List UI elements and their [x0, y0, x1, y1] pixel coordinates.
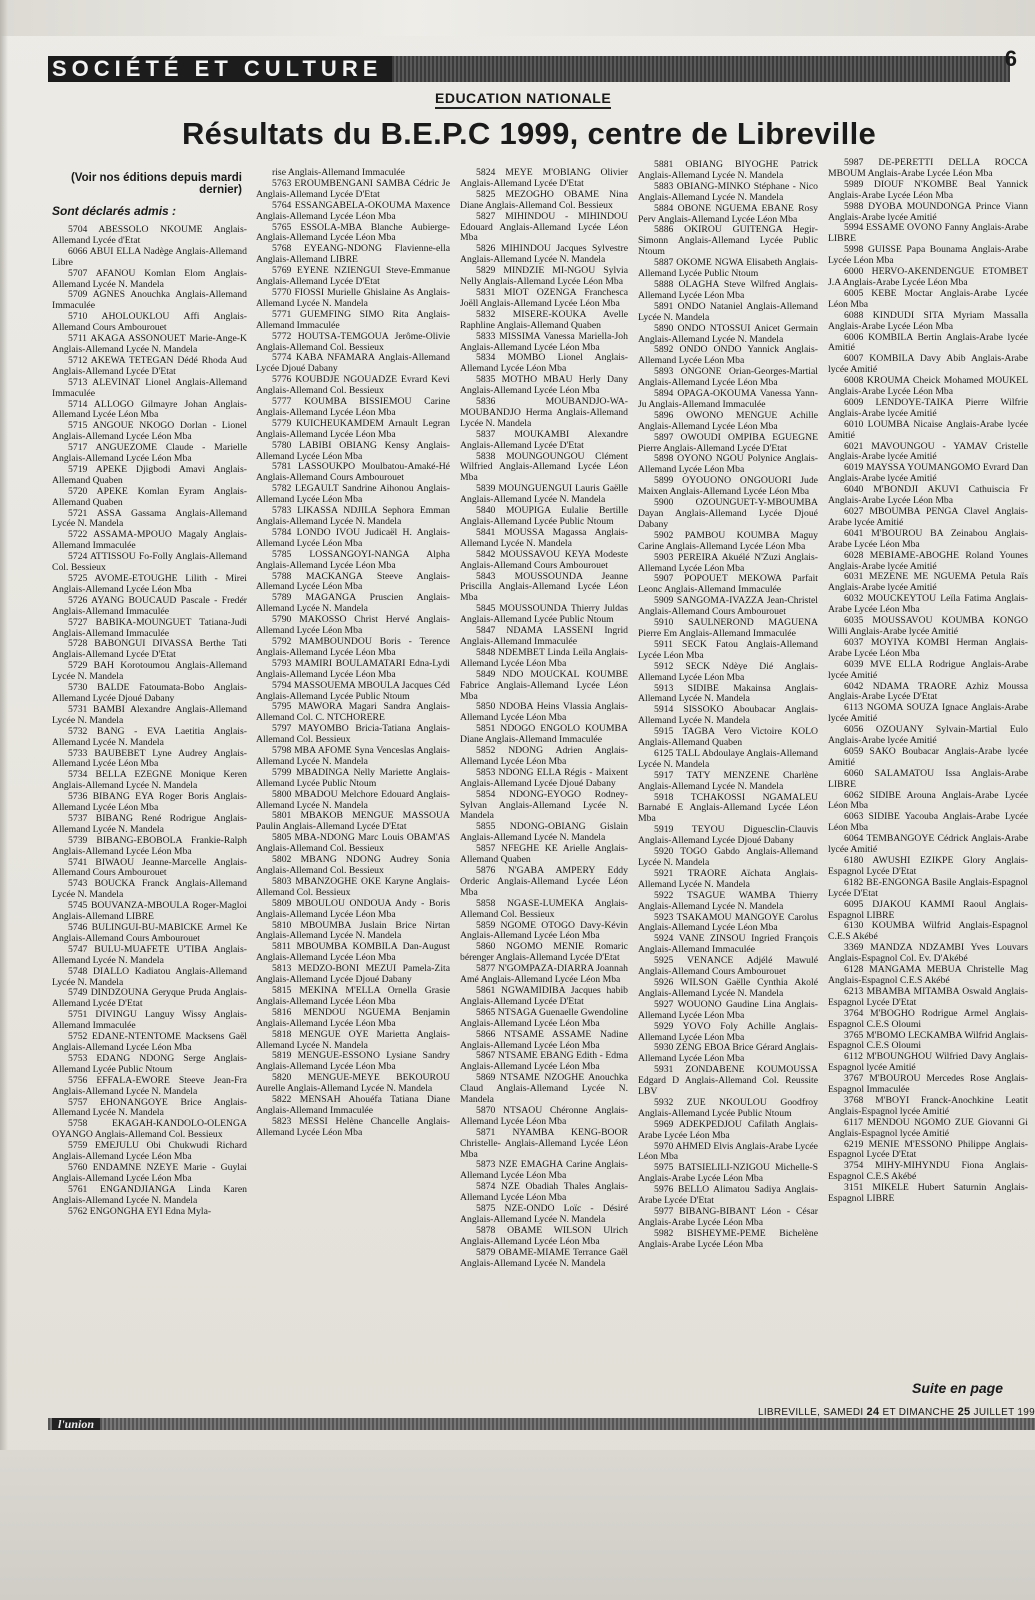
result-entry: 6059 SAKO Boubacar Anglais-Arabe lycée Amitié — [828, 745, 1028, 768]
date-day-1: 24 — [866, 1406, 880, 1418]
result-entry: 5810 MBOUMBA Juslain Brice Nirtan Anglais-Allemand Lycée N. Mandela — [256, 919, 450, 942]
result-entry: 5784 LONDO IVOU Judicaël H. Anglais-Allemand Lycée Léon Mba — [256, 526, 450, 549]
result-entry: 6064 TEMBANGOYE Cédrick Anglais-Arabe lycée Amitié — [828, 833, 1028, 856]
result-entry: 3754 MIHY-MIHYNDU Fiona Anglais-Espagnol C.E.S Akébé — [828, 1160, 1028, 1183]
result-entry: 5839 MOUNGUENGUI Lauris Gaëlle Anglais-Allemand Lycée N. Mandela — [460, 483, 628, 506]
result-entry: 5918 TCHAKOSSI NGAMALEU Barnabé E Anglais-Allemand Lycée Léon Mba — [638, 791, 818, 825]
result-entry: 5836 MOUBANDJO-WA-MOUBANDJO Herma Anglais-Allemand Lycée N. Mandela — [460, 396, 628, 429]
result-entry: 5877 N'GOMPAZA-DIARRA Joannah Amé Anglais-Allemand Lycée Léon Mba — [460, 963, 628, 986]
admitted-label: Sont déclarés admis : — [52, 204, 177, 218]
result-entry: 5819 MENGUE-ESSONO Lysiane Sandry Anglais-Allemand Lycée Léon Mba — [256, 1050, 450, 1073]
result-entry: 5835 MOTHO MBAU Herly Dany Anglais-Allemand Lycée Léon Mba — [460, 374, 628, 397]
result-entry: 5987 DE-PERETTI DELLA ROCCA MBOUM Anglais-Arabe Lycée Léon Mba — [828, 158, 1028, 179]
result-entry: 5789 MAGANGA Pruscien Anglais-Allemand Lycée N. Mandela — [256, 592, 450, 615]
result-entry: 6219 MENIE M'ESSONO Philippe Anglais-Espagnol Lycée D'Etat — [828, 1138, 1028, 1161]
result-entry: 6027 MBOUMBA PENGA Clavel Anglais-Arabe lycée Amitié — [828, 506, 1028, 528]
result-entry: 5733 BAUBEBET Lyne Audrey Anglais-Allemand Lycée Léon Mba — [52, 747, 247, 770]
result-entry: 5899 OYOUONO ONGOUORI Jude Maixen Anglais-Allemand Lycée Léon Mba — [638, 475, 818, 498]
results-column-3 — [460, 168, 628, 1418]
result-entry: 5763 EROUMBENGANI SAMBA Cédric Je Anglais-Allemand Lycée D'Etat — [256, 177, 450, 200]
result-entry: 5739 BIBANG-EBOBOLA Frankie-Ralph Anglais-Allemand Lycée Léon Mba — [52, 834, 247, 857]
result-entry: 5825 MEZOGHO OBAME Nina Diane Anglais-Allemand Col. Bessieux — [460, 188, 628, 211]
result-entry: 5869 NTSAME NZOGHE Anouchka Claud Anglais-Allemand Lycée N. Mandela — [460, 1072, 628, 1106]
result-entry: 6037 MOYIYA KOMBI Herman Anglais-Arabe Lycée Léon Mba — [828, 636, 1028, 659]
result-entry: 5745 BOUVANZA-MBOULA Roger-Magloi Anglais-Allemand LIBRE — [52, 900, 247, 923]
page-number: 6 — [1004, 46, 1017, 71]
result-entry: 5728 BABONGUI DIVASSA Berthe Tati Anglais-Allemand Lycée D'Etat — [52, 638, 247, 661]
result-entry: 5724 ATTISSOU Fo-Folly Anglais-Allemand Col. Bessieux — [52, 551, 247, 574]
result-entry: 5822 MENSAH Ahouéfa Tatiana Diane Anglais-Allemand Immaculée — [256, 1094, 450, 1116]
result-entry: 5976 BELLO Alimatou Sadiya Anglais-Arabe Lycée D'Etat — [638, 1184, 818, 1207]
result-entry: 5890 ONDO NTOSSUI Anicet Germain Anglais-Allemand Lycée N. Mandela — [638, 322, 818, 345]
result-entry: 3768 M'BOYI Franck-Anochkine Leatit Anglais-Espagnol lycée Amitié — [828, 1094, 1028, 1117]
result-entry: 5876 N'GABA AMPERY Eddy Orderic Anglais-Allemand Lycée Léon Mba — [460, 865, 628, 898]
result-entry: 5886 OKIROU GUITENGA Hegir-Simonn Anglais-Allemand Lycée Public Ntoum — [638, 224, 818, 258]
result-entry: 5875 NZE-ONDO Loïc - Désiré Anglais-Allemand Lycée N. Mandela — [460, 1203, 628, 1225]
result-entry: 5768 EYEANG-NDONG Flavienne-ella Anglais-Allemand LIBRE — [256, 243, 450, 266]
article-headline: Résultats du B.E.P.C 1999, centre de Libreville — [181, 116, 877, 151]
result-entry: 5866 NTSAME ASSAME Nadine Anglais-Allemand Lycée Léon Mba — [460, 1028, 628, 1051]
result-entry: 5834 MOMBO Lionel Anglais-Allemand Lycée Léon Mba — [460, 352, 628, 375]
result-entry: 5867 NTSAME EBANG Edith - Edma Anglais-Allemand Lycée Léon Mba — [460, 1050, 628, 1073]
result-entry: 5818 MENGUE OYE Marietta Anglais-Allemand Lycée N. Mandela — [256, 1028, 450, 1051]
result-entry: 5813 MEDZO-BONI MEZUI Pamela-Zita Anglais-Allemand Lycée Djoué Dabany — [256, 963, 450, 986]
result-entry: 5714 ALLOGO Gilmayre Johan Anglais-Allemand Lycée Léon Mba — [52, 398, 247, 421]
result-entry: 5809 MBOULOU ONDOUA Andy - Boris Anglais-Allemand Lycée Léon Mba — [256, 897, 450, 920]
result-entry: 5762 ENGONGHA EYI Edna Myla- — [68, 1205, 212, 1217]
result-entry: 5879 OBAME-MIAME Terrance Gaël Anglais-Allemand Lycée N. Mandela — [460, 1246, 628, 1269]
result-entry: 5888 OLAGHA Steve Wilfred Anglais-Allemand Lycée Léon Mba — [638, 278, 818, 301]
result-entry: 5896 OWONO MENGUE Achille Anglais-Allemand Lycée Léon Mba — [638, 409, 818, 432]
result-entry: 5759 EMEJULU Obi Chukwudi Richard Anglais-Allemand Lycée Léon Mba — [52, 1140, 247, 1163]
result-entry: 6010 LOUMBA Nicaise Anglais-Arabe lycée Amitié — [828, 418, 1028, 441]
result-entry: 5849 NDO MOUCKAL KOUMBE Fabrice Anglais-Allemand Lycée Léon Mba — [460, 668, 628, 702]
result-entry: 6088 KINDUDI SITA Myriam Massalla Anglais-Arabe Lycée Léon Mba — [828, 309, 1028, 332]
result-entry: 5873 NZE EMAGHA Carine Anglais-Allemand Lycée Léon Mba — [460, 1159, 628, 1182]
result-entry: 5924 VANE ZINSOU Ingried François Anglais-Allemand Immaculée — [638, 933, 818, 956]
result-entry: 5765 ESSOLA-MBA Blanche Aubierge- Anglais-Allemand Lycée Léon Mba — [256, 221, 450, 244]
result-entry: 5931 ZONDABENE KOUMOUSSA Edgard D Anglais-Allemand Col. Reussite LBV — [638, 1064, 818, 1098]
result-entry: 5858 NGASE-LUMEKA Anglais-Allemand Col. Bessieux — [460, 897, 628, 920]
date-connector: ET DIMANCHE — [882, 1407, 955, 1418]
result-entry: 5736 BIBANG EYA Roger Boris Anglais-Allemand Lycée Léon Mba — [52, 791, 247, 814]
result-entry: 6128 MANGAMA MEBUA Christelle Mag Anglais-Espagnol C.E.S Akébé — [828, 964, 1028, 986]
top-margin — [0, 0, 1035, 36]
result-entry: 5851 NDOGO ENGOLO KOUMBA Diane Anglais-Allemand Immaculée — [460, 723, 628, 746]
result-entry: 5917 TATY MENZENE Charlène Anglais-Allemand Lycée N. Mandela — [638, 769, 818, 792]
result-entry: 5921 TRAORE Aïchata Anglais-Allemand Lycée N. Mandela — [638, 867, 818, 890]
result-entry: 6060 SALAMATOU Issa Anglais-Arabe LIBRE — [828, 767, 1028, 790]
result-entry: 5764 ESSANGABELA-OKOUMA Maxence Anglais-Allemand Lycée Léon Mba — [256, 199, 450, 222]
result-entry: 5727 BABIKA-MOUNGUET Tatiana-Judi Anglais-Allemand Immaculée — [52, 616, 247, 639]
result-entry: 6117 MENDOU NGOMO ZUE Giovanni Gi Anglais-Espagnol lycée Amitié — [828, 1116, 1028, 1139]
result-entry: 5913 SIDIBE Makainsa Anglais-Allemand Lycée N. Mandela — [638, 682, 818, 705]
result-entry: 5870 NTSAOU Chéronne Anglais-Allemand Lycée Léon Mba — [460, 1104, 628, 1127]
footer-rule — [48, 1418, 1035, 1430]
result-entry: 5781 LASSOUKPO Moulbatou-Amaké-Hé Anglais-Allemand Cours Ambourouet — [256, 461, 450, 484]
result-entry: 5840 MOUPIGA Eulalie Bertille Anglais-Allemand Lycée Public Ntoum — [460, 505, 628, 527]
result-entry: 5859 NGOME OTOGO Davy-Kévin Anglais-Allemand Lycée Léon Mba — [460, 919, 628, 942]
result-entry: 5970 AHMED Elvis Anglais-Arabe Lycée Léon Mba — [638, 1140, 818, 1163]
result-entry: 5927 WOUONO Gaudine Lina Anglais-Allemand Lycée Léon Mba — [638, 998, 818, 1021]
result-entry: 5717 ANGUEZOME Claude - Marielle Anglais-Allemand Lycée Léon Mba — [52, 442, 247, 465]
result-entry: 5823 MESSI Helène Chancelle Anglais-Allemand Lycée Léon Mba — [256, 1115, 450, 1138]
result-entry: 5725 AVOME-ETOUGHE Lilith - Mirei Anglais-Allemand Lycée Léon Mba — [52, 573, 247, 595]
result-entry: 5780 LABIBI OBIANG Kensy Anglais-Allemand Lycée Léon Mba — [256, 439, 450, 462]
result-entry: 5734 BELLA EZEGNE Monique Keren Anglais-Allemand Lycée N. Mandela — [52, 769, 247, 792]
result-entry: 5914 SISSOKO Aboubacar Anglais-Allemand Lycée N. Mandela — [638, 704, 818, 727]
result-entry: 5925 VENANCE Adjélé Mawulé Anglais-Allemand Cours Ambourouet — [638, 955, 818, 978]
result-entry: 5805 MBA-NDONG Marc Louis OBAM'AS Anglais-Allemand Col. Bessieux — [256, 832, 450, 855]
result-entry: 5758 EKAGAH-KANDOLO-OLENGA OYANGO Anglais-Allemand Col. Bessieux — [52, 1118, 247, 1141]
result-entry: 5850 NDOBA Heins Vlassia Anglais-Allemand Lycée Léon Mba — [460, 701, 628, 724]
result-entry: 5833 MISSIMA Vanessa Mariella-Joh Anglais-Allemand Lycée Léon Mba — [460, 330, 628, 353]
result-entry: 5732 BANG - EVA Laetitia Anglais-Allemand Lycée N. Mandela — [52, 725, 247, 748]
intro-block — [52, 172, 242, 218]
newspaper-logo: l'union — [52, 1418, 100, 1430]
result-entry: 6008 KROUMA Cheick Mohamed MOUKEL Anglais-Arabe Lycée Léon Mba — [828, 375, 1028, 398]
result-entry: 3369 MANDZA NDZAMBI Yves Louvars Anglais-Espagnol Col. Ev. D'Akébé — [828, 942, 1028, 965]
result-entry: 5843 MOUSSOUNDA Jeanne Priscilla Anglais-Allemand Lycée Léon Mba — [460, 570, 628, 604]
result-entry: 5713 ALEVINAT Lionel Anglais-Allemand Immaculée — [52, 376, 247, 399]
result-entry: 5893 ONGONE Orian-Georges-Martial Anglais-Allemand Lycée Léon Mba — [638, 366, 818, 389]
result-entry: 5729 BAH Korotoumou Anglais-Allemand Lycée N. Mandela — [52, 660, 247, 683]
result-entry: 5709 AGNES Anouchka Anglais-Allemand Immaculée — [52, 289, 247, 312]
result-entry: 5988 DYOBA MOUNDONGA Prince Viann Anglais-Arabe lycée Amitié — [828, 200, 1028, 223]
result-entry: 5783 LIKASSA NDJILA Sephora Emman Anglais-Allemand Lycée N. Mandela — [256, 505, 450, 527]
results-column-2 — [256, 168, 450, 1418]
result-entry: 5826 MIHINDOU Jacques Sylvestre Anglais-Allemand Lycée N. Mandela — [460, 243, 628, 266]
result-entry: 5761 ENGANDJIANGA Linda Karen Anglais-Allemand Lycée N. Mandela — [52, 1183, 247, 1206]
result-entry: 5737 BIBANG René Rodrigue Anglais-Allemand Lycée N. Mandela — [52, 812, 247, 835]
results-column-5 — [828, 158, 1028, 1408]
result-entry: 5929 YOVO Foly Achille Anglais-Allemand Lycée Léon Mba — [638, 1020, 818, 1043]
result-entry: 6019 MAYSSA YOUMANGOMO Evrard Dan Anglais-Arabe lycée Amitié — [828, 462, 1028, 485]
result-entry: 6182 BE-ENGONGA Basile Anglais-Espagnol Lycée D'Etat — [828, 876, 1028, 899]
result-entry: 5770 FIOSSI Murielle Ghislaine As Anglais-Allemand Lycée N. Mandela — [256, 286, 450, 309]
result-entry: 6062 SIDIBE Arouna Anglais-Arabe Lycée Léon Mba — [828, 789, 1028, 812]
result-entry: 5794 MASSOUEMA MBOULA Jacques Céd Anglais-Allemand Lycée Public Ntoum — [256, 679, 450, 702]
result-entry: 6009 LENDOYE-TAIKA Pierre Wilfrie Anglais-Arabe lycée Amitié — [828, 396, 1028, 419]
result-entry: 6066 ABUI ELLA Nadège Anglais-Allemand Libre — [52, 245, 247, 268]
result-entry: 5855 NDONG-OBIANG Gislain Anglais-Allemand Lycée N. Mandela — [460, 821, 628, 844]
result-entry: 5887 OKOME NGWA Elisabeth Anglais-Allemand Lycée Public Ntoum — [638, 257, 818, 280]
result-entry: 5897 OWOUDI OMPIBA EGUEGNE Pierre Anglais-Allemand Lycée D'Etat — [638, 431, 818, 454]
result-entry: 5900 OZOUNGUET-Y-MBOUMBA Dayan Anglais-Allemand Lycée Djoué Dabany — [638, 497, 818, 530]
result-entry: 5811 MBOUMBA KOMBILA Dan-August Anglais-Allemand Lycée Léon Mba — [256, 941, 450, 964]
result-entry: 5847 NDAMA LASSENI Ingrid Anglais-Allemand Immaculée — [460, 625, 628, 647]
date-city: LIBREVILLE, SAMEDI — [757, 1407, 864, 1418]
result-entry: 5884 OBONE NGUEMA EBANE Rosy Perv Anglais-Allemand Lycée Léon Mba — [638, 202, 818, 225]
result-entry: 5721 ASSA Gassama Anglais-Allemand Lycée N. Mandela — [52, 507, 247, 530]
section-header-bar — [48, 56, 1010, 82]
result-entry: 5731 BAMBI Alexandre Anglais-Allemand Lycée N. Mandela — [52, 703, 247, 726]
result-entry: 6113 NGOMA SOUZA Ignace Anglais-Arabe lycée Amitié — [828, 702, 1028, 725]
result-entry: 3767 M'BOUROU Mercedes Rose Anglais-Espagnol Immaculée — [828, 1073, 1028, 1096]
result-entry: 5726 AYANG BOUCAUD Pascale - Fredér Anglais-Allemand Immaculée — [52, 594, 247, 617]
result-entry: 5892 ONDO ONDO Yannick Anglais-Allemand Lycée Léon Mba — [638, 344, 818, 367]
result-entry: 5777 KOUMBA BISSIEMOU Carine Anglais-Allemand Lycée Léon Mba — [256, 396, 450, 418]
result-entry: 5841 MOUSSA Magassa Anglais-Allemand Lycée N. Mandela — [460, 526, 628, 549]
result-entry: 5857 NFEGHE KE Arielle Anglais-Allemand Quaben — [460, 843, 628, 866]
result-entry: 5860 NGOMO MENIE Romaric bérenger Anglais-Allemand Lycée D'Etat — [460, 941, 628, 964]
result-entry: 5902 PAMBOU KOUMBA Maguy Carine Anglais-Allemand Lycée Léon Mba — [638, 529, 818, 552]
result-entry: 5752 EDANE-NTENTOME Macksens Gaël Anglais-Allemand Lycée Léon Mba — [52, 1031, 247, 1053]
result-entry: 5831 MIOT OZENGA Franchesca Joëll Anglais-Allemand Lycée Léon Mba — [460, 286, 628, 309]
result-entry: 5748 DIALLO Kadiatou Anglais-Allemand Lycée N. Mandela — [52, 965, 247, 988]
result-entry: 5932 ZUE NKOULOU Goodfroy Anglais-Allemand Lycée Public Ntoum — [638, 1096, 818, 1119]
result-entry: 5977 BIBANG-BIBANT Léon - César Anglais-Arabe Lycée Léon Mba — [638, 1206, 818, 1228]
result-entry: 5802 MBANG NDONG Audrey Sonia Anglais-Allemand Col. Bessieux — [256, 854, 450, 876]
result-entry: 6112 M'BOUNGHOU Wilfried Davy Anglais-Espagnol lycée Amitié — [828, 1051, 1028, 1074]
result-entry: 3765 M'BOMO LECKAMBA Wilfrid Anglais-Espagnol C.E.S Oloumi — [828, 1029, 1028, 1052]
result-entry: 5760 ENDAMNE NZEYE Marie - Guylai Anglais-Allemand Lycée Léon Mba — [52, 1161, 247, 1184]
result-entry: 5909 SANGOMA-IVAZZA Jean-Christel Anglais-Allemand Cours Ambourouet — [638, 595, 818, 618]
date-month-year: JUILLET 199 — [973, 1407, 1035, 1418]
result-entry: 5792 MAMBOUNDOU Boris - Terence Anglais-Allemand Lycée Léon Mba — [256, 635, 450, 658]
result-entry: 5910 SAULNEROND MAGUENA Pierre Em Anglais-Allemand Immaculée — [638, 617, 818, 639]
result-entry: 5969 ADEKPEDJOU Cafilath Anglais-Arabe Lycée Léon Mba — [638, 1118, 818, 1141]
result-entry: 5746 BULINGUI-BU-MABICKE Armel Ke Anglais-Allemand Cours Ambourouet — [52, 922, 247, 944]
result-entry: 6056 OZOUANY Sylvain-Martial Eulo Anglais-Arabe lycée Amitié — [828, 724, 1028, 747]
result-entry: 5912 SECK Ndèye Dié Anglais-Allemand Lycée Léon Mba — [638, 660, 818, 683]
result-entry: 5842 MOUSSAVOU KEYA Modeste Anglais-Allemand Cours Ambourouet — [460, 548, 628, 571]
result-entry: 6028 MEBIAME-ABOGHE Roland Younes Anglais-Arabe lycée Amitié — [828, 549, 1028, 572]
result-entry: 5915 TAGBA Vero Victoire KOLO Anglais-Allemand Quaben — [638, 726, 818, 749]
result-entry: 5753 EDANG NDONG Serge Anglais-Allemand Lycée Public Ntoum — [52, 1052, 247, 1075]
result-entry: 5845 MOUSSOUNDA Thierry Juldas Anglais-Allemand Lycée Public Ntoum — [460, 603, 628, 626]
result-entry: 5749 DINDZOUNA Geryque Pruda Anglais-Allemand Lycée D'Etat — [52, 987, 247, 1010]
result-entry: 5719 APEKE Djigbodi Amavi Anglais-Allemand Quaben — [52, 463, 247, 486]
result-entry: 5878 OBAME WILSON Ulrich Anglais-Allemand Lycée Léon Mba — [460, 1224, 628, 1247]
result-entry: 5795 MAWORA Magari Sandra Anglais-Allemand Col. C. NTCHORERE — [256, 701, 450, 724]
result-entry: 5788 MACKANGA Steeve Anglais-Allemand Lycée Léon Mba — [256, 570, 450, 593]
result-entry: 5771 GUEMFING SIMO Rita Anglais-Allemand Immaculée — [256, 308, 450, 331]
result-entry: 5891 ONDO Nataniel Anglais-Allemand Lycée N. Mandela — [638, 300, 818, 323]
result-entry: 5854 NDONG-EYOGO Rodney-Sylvan Anglais-Allemand Lycée N. Mandela — [460, 788, 628, 822]
result-entry: 5790 MAKOSSO Christ Hervé Anglais-Allemand Lycée Léon Mba — [256, 614, 450, 637]
result-entry: 5815 MEKINA M'ELLA Ornella Grasie Anglais-Allemand Lycée Léon Mba — [256, 984, 450, 1007]
result-entry: 5741 BIWAOU Jeanne-Marcelle Anglais-Allemand Cours Ambourouet — [52, 856, 247, 879]
result-entry: 5837 MOUKAMBI Alexandre Anglais-Allemand Lycée D'Etat — [460, 428, 628, 451]
result-entry: 5920 TOGO Gabdo Anglais-Allemand Lycée N. Mandela — [638, 846, 818, 868]
results-column-4 — [638, 160, 818, 1410]
result-entry: 6213 MBAMBA MITAMBA Oswald Anglais-Espagnol Lycée D'Etat — [828, 985, 1028, 1008]
section-title: SOCIÉTÉ ET CULTURE — [48, 56, 392, 82]
result-entry: 6125 TALL Abdoulaye Anglais-Allemand Lycée N. Mandela — [638, 747, 818, 770]
result-entry: 5747 BULU-MUAFETE U'TIBA Anglais-Allemand Lycée N. Mandela — [52, 943, 247, 966]
result-entry: 6130 KOUMBA Wilfrid Anglais-Espagnol C.E.S Akébé — [828, 920, 1028, 943]
continued-on-page: Suite en page — [912, 1380, 1004, 1396]
result-entry: 6000 HERVO-AKENDENGUE ETOMBET J.A Anglais-Arabe Lycée Léon Mba — [828, 266, 1028, 288]
result-entry: 6021 MAVOUNGOU - YAMAV Cristelle Anglais-Arabe lycée Amitié — [828, 440, 1028, 463]
result-entry: 5881 OBIANG BIYOGHE Patrick Anglais-Allemand Lycée N. Mandela — [638, 160, 818, 181]
result-entry: 6007 KOMBILA Davy Abib Anglais-Arabe lycée Amitié — [828, 353, 1028, 376]
result-entry: 5874 NZE Obadiah Thales Anglais-Allemand Lycée Léon Mba — [460, 1181, 628, 1204]
result-entry: 5711 AKAGA ASSONOUET Marie-Ange-K Anglais-Allemand Lycée N. Mandela — [52, 333, 247, 355]
result-entry: 6039 MVE ELLA Rodrigue Anglais-Arabe lycée Amitié — [828, 658, 1028, 681]
result-entry: 6063 SIDIBE Yacouba Anglais-Arabe Lycée Léon Mba — [828, 811, 1028, 834]
page-edge-shadow — [0, 0, 8, 1600]
result-entry: 5712 AKEWA TETEGAN Dédé Rhoda Aud Anglais-Allemand Lycée D'Etat — [52, 354, 247, 377]
rubric-title: EDUCATION NATIONALE — [435, 90, 611, 109]
result-entry: 5800 MBADOU Melchore Edouard Anglais-Allemand Lycée N. Mandela — [256, 788, 450, 811]
result-entry: 5827 MIHINDOU - MIHINDOU Edouard Anglais-Allemand Lycée Léon Mba — [460, 210, 628, 244]
result-entry: 6005 KEBE Moctar Anglais-Arabe Lycée Léon Mba — [828, 287, 1028, 310]
result-entry: 5865 NTSAGA Guenaelle Gwendoline Anglais-Allemand Lycée Léon Mba — [460, 1006, 628, 1029]
result-entry: 5982 BISHEYME-PEME Bichelène Anglais-Arabe Lycée Léon Mba — [638, 1227, 818, 1250]
result-entry: 5816 MENDOU NGUEMA Benjamin Anglais-Allemand Lycée Léon Mba — [256, 1006, 450, 1029]
result-entry: 5757 EHONANGOYE Brice Anglais-Allemand Lycée N. Mandela — [52, 1096, 247, 1119]
result-entry: 5801 MBAKOB MENGUE MASSOUA Paulin Anglais-Allemand Lycée D'Etat — [256, 810, 450, 833]
result-entry: 6035 MOUSSAVOU KOUMBA KONGO Willi Anglais-Arabe lycée Amitié — [828, 615, 1028, 637]
result-entry: 5907 POPOUET MEKOWA Parfait Leonc Anglais-Allemand Immaculée — [638, 573, 818, 596]
result-entry: 5797 MAYOMBO Bricia-Tatiana Anglais-Allemand Col. Bessieux — [256, 723, 450, 746]
result-entry: 3151 MIKELE Hubert Saturnin Anglais-Espagnol LIBRE — [828, 1182, 1028, 1205]
result-entry: 5930 ZENG EBOA Brice Gérard Anglais-Allemand Lycée Léon Mba — [638, 1042, 818, 1065]
result-entry: 6040 M'BONDJI AKUVI Cathuiscia Fr Anglais-Arabe Lycée Léon Mba — [828, 484, 1028, 507]
result-entry: 5923 TSAKAMOU MANGOYE Carolus Anglais-Allemand Lycée Léon Mba — [638, 911, 818, 934]
result-entry: 6095 DJAKOU KAMMI Raoul Anglais-Espagnol LIBRE — [828, 898, 1028, 921]
result-entry: 5911 SECK Fatou Anglais-Allemand Lycée Léon Mba — [638, 638, 818, 661]
results-column-1 — [52, 225, 247, 1415]
result-entry: rise Anglais-Allemand Immaculée — [272, 168, 405, 178]
result-entry: 5779 KUICHEUKAMDEM Arnault Legran Anglais-Allemand Lycée Léon Mba — [256, 417, 450, 440]
result-entry: 5715 ANGOUE NKOGO Dorlan - Lionel Anglais-Allemand Lycée Léon Mba — [52, 420, 247, 443]
issue-date — [758, 1406, 1035, 1418]
result-entry: 5756 EFFALA-EWORE Steeve Jean-Fra Anglais-Allemand Lycée N. Mandela — [52, 1074, 247, 1097]
result-entry: 5975 BATSIELILI-NZIGOU Michelle-S Anglais-Arabe Lycée Léon Mba — [638, 1162, 818, 1185]
result-entry: 6041 M'BOUROU BA Zeinabou Anglais-Arabe Lycée Léon Mba — [828, 527, 1028, 550]
result-entry: 5772 HOUTSA-TEMGOUA Jerôme-Olivie Anglais-Allemand Col. Bessieux — [256, 330, 450, 353]
result-entry: 5782 LEGAULT Sandrine Aihonou Anglais-Allemand Lycée Léon Mba — [256, 483, 450, 506]
result-entry: 5894 OPAGA-OKOUMA Vanessa Yann-Ju Anglais-Allemand Immaculée — [638, 388, 818, 410]
result-entry: 5820 MENGUE-MEYE BEKOUROU Aurelle Anglais-Allemand Lycée N. Mandela — [256, 1072, 450, 1095]
result-entry: 5998 GUISSE Papa Bounama Anglais-Arabe Lycée Léon Mba — [828, 244, 1028, 267]
result-entry: 5704 ABESSOLO NKOUME Anglais-Allemand Lycée d'Etat — [52, 225, 247, 246]
result-entry: 5751 DIVINGU Languy Wissy Anglais-Allemand Immaculée — [52, 1009, 247, 1032]
result-entry: 5730 BALDE Fatoumata-Bobo Anglais-Allemand Lycée Djoué Dabany — [52, 682, 247, 704]
result-entry: 5776 KOUBDJE NGOUADZE Evrard Kevi Anglais-Allemand Col. Bessieux — [256, 374, 450, 397]
result-entry: 5853 NDONG ELLA Régis - Maixent Anglais-Allemand Lycée Djoué Dabany — [460, 766, 628, 789]
result-entry: 6042 NDAMA TRAORE Azhiz Moussa Anglais-Arabe Lycée D'Etat — [828, 680, 1028, 703]
result-entry: 5832 MISERE-KOUKA Avelle Raphline Anglais-Allemand Quaben — [460, 308, 628, 331]
result-entry: 5824 MEYE M'OBIANG Olivier Anglais-Allemand Lycée D'Etat — [460, 168, 628, 189]
date-day-2: 25 — [957, 1406, 971, 1418]
result-entry: 5799 MBADINGA Nelly Mariette Anglais-Allemand Lycée Public Ntoum — [256, 766, 450, 789]
result-entry: 5710 AHOLOUKLOU Affi Anglais-Allemand Cours Ambourouet — [52, 311, 247, 334]
result-entry: 5769 EYENE NZIENGUI Steve-Emmanue Anglais-Allemand Lycée D'Etat — [256, 265, 450, 288]
result-entry: 5861 NGWAMIDIBA Jacques habib Anglais-Allemand Lycée D'Etat — [460, 984, 628, 1007]
result-entry: 5793 MAMIRI BOULAMATARI Edna-Lydi Anglais-Allemand Lycée Léon Mba — [256, 657, 450, 680]
result-entry: 5798 MBA AFOME Syna Venceslas Anglais-Allemand Lycée N. Mandela — [256, 745, 450, 767]
result-entry: 5898 OYONO NGOU Polynice Anglais-Allemand Lycée Léon Mba — [638, 453, 818, 476]
result-entry: 5883 OBIANG-MINKO Stéphane - Nico Anglais-Allemand Lycée N. Mandela — [638, 180, 818, 203]
result-entry: 5994 ESSAME OVONO Fanny Anglais-Arabe LIBRE — [828, 222, 1028, 245]
result-entry: 5848 NDEMBET Linda Leïla Anglais-Allemand Lycée Léon Mba — [460, 646, 628, 669]
intro-note: (Voir nos éditions depuis mardi dernier) — [70, 172, 242, 196]
result-entry: 5871 NYAMBA KENG-BOOR Christelle- Anglais-Allemand Lycée Léon Mba — [460, 1126, 628, 1160]
result-entry: 5743 BOUCKA Franck Anglais-Allemand Lycée N. Mandela — [52, 878, 247, 901]
result-entry: 6180 AWUSHI EZIKPE Glory Anglais-Espagnol Lycée D'Etat — [828, 855, 1028, 877]
result-entry: 5707 AFANOU Komlan Elom Anglais-Allemand Lycée N. Mandela — [52, 267, 247, 290]
result-entry: 5922 TSAGUE WAMBA Thierry Anglais-Allemand Lycée N. Mandela — [638, 889, 818, 912]
result-entry: 5803 MBANZOGHE OKE Karyne Anglais-Allemand Col. Bessieux — [256, 875, 450, 898]
result-entry: 5926 WILSON Gaëlle Cynthia Akolé Anglais-Allemand Lycée N. Mandela — [638, 976, 818, 999]
result-entry: 6006 KOMBILA Bertin Anglais-Arabe lycée Amitié — [828, 331, 1028, 354]
result-entry: 5774 KABA NFAMARA Anglais-Allemand Lycée Djoué Dabany — [256, 352, 450, 375]
bottom-margin — [0, 1450, 1035, 1600]
result-entry: 5903 PEREIRA Akuélé N'Zuzi Anglais-Allemand Lycée Léon Mba — [638, 551, 818, 574]
result-entry: 5829 MINDZIE MI-NGOU Sylvia Nelly Anglais-Allemand Lycée Léon Mba — [460, 265, 628, 288]
result-entry: 3764 M'BOGHO Rodrigue Armel Anglais-Espagnol C.E.S Oloumi — [828, 1007, 1028, 1030]
result-entry: 6032 MOUCKEYTOU Leïla Fatima Anglais-Arabe Lycée Léon Mba — [828, 593, 1028, 616]
result-entry: 6031 MEZENE ME NGUEMA Petula Raïs Anglais-Arabe lycée Amitié — [828, 571, 1028, 594]
result-entry: 5852 NDONG Adrien Anglais-Allemand Lycée Léon Mba — [460, 745, 628, 767]
result-entry: 5989 DIOUF N'KOMBE Beal Yannick Anglais-Arabe Lycée Léon Mba — [828, 178, 1028, 201]
result-entry: 5785 LOSSANGOYI-NANGA Alpha Anglais-Allemand Lycée Léon Mba — [256, 548, 450, 571]
result-entry: 5720 APEKE Komlan Eyram Anglais-Allemand Quaben — [52, 485, 247, 508]
result-entry: 5919 TEYOU Diguesclin-Clauvis Anglais-Allemand Lycée Djoué Dabany — [638, 824, 818, 847]
result-entry: 5838 MOUNGOUNGOU Clément Wilfried Anglais-Allemand Lycée Léon Mba — [460, 450, 628, 484]
result-entry: 5722 ASSAMA-MPOUO Magaly Anglais-Allemand Immaculée — [52, 529, 247, 552]
